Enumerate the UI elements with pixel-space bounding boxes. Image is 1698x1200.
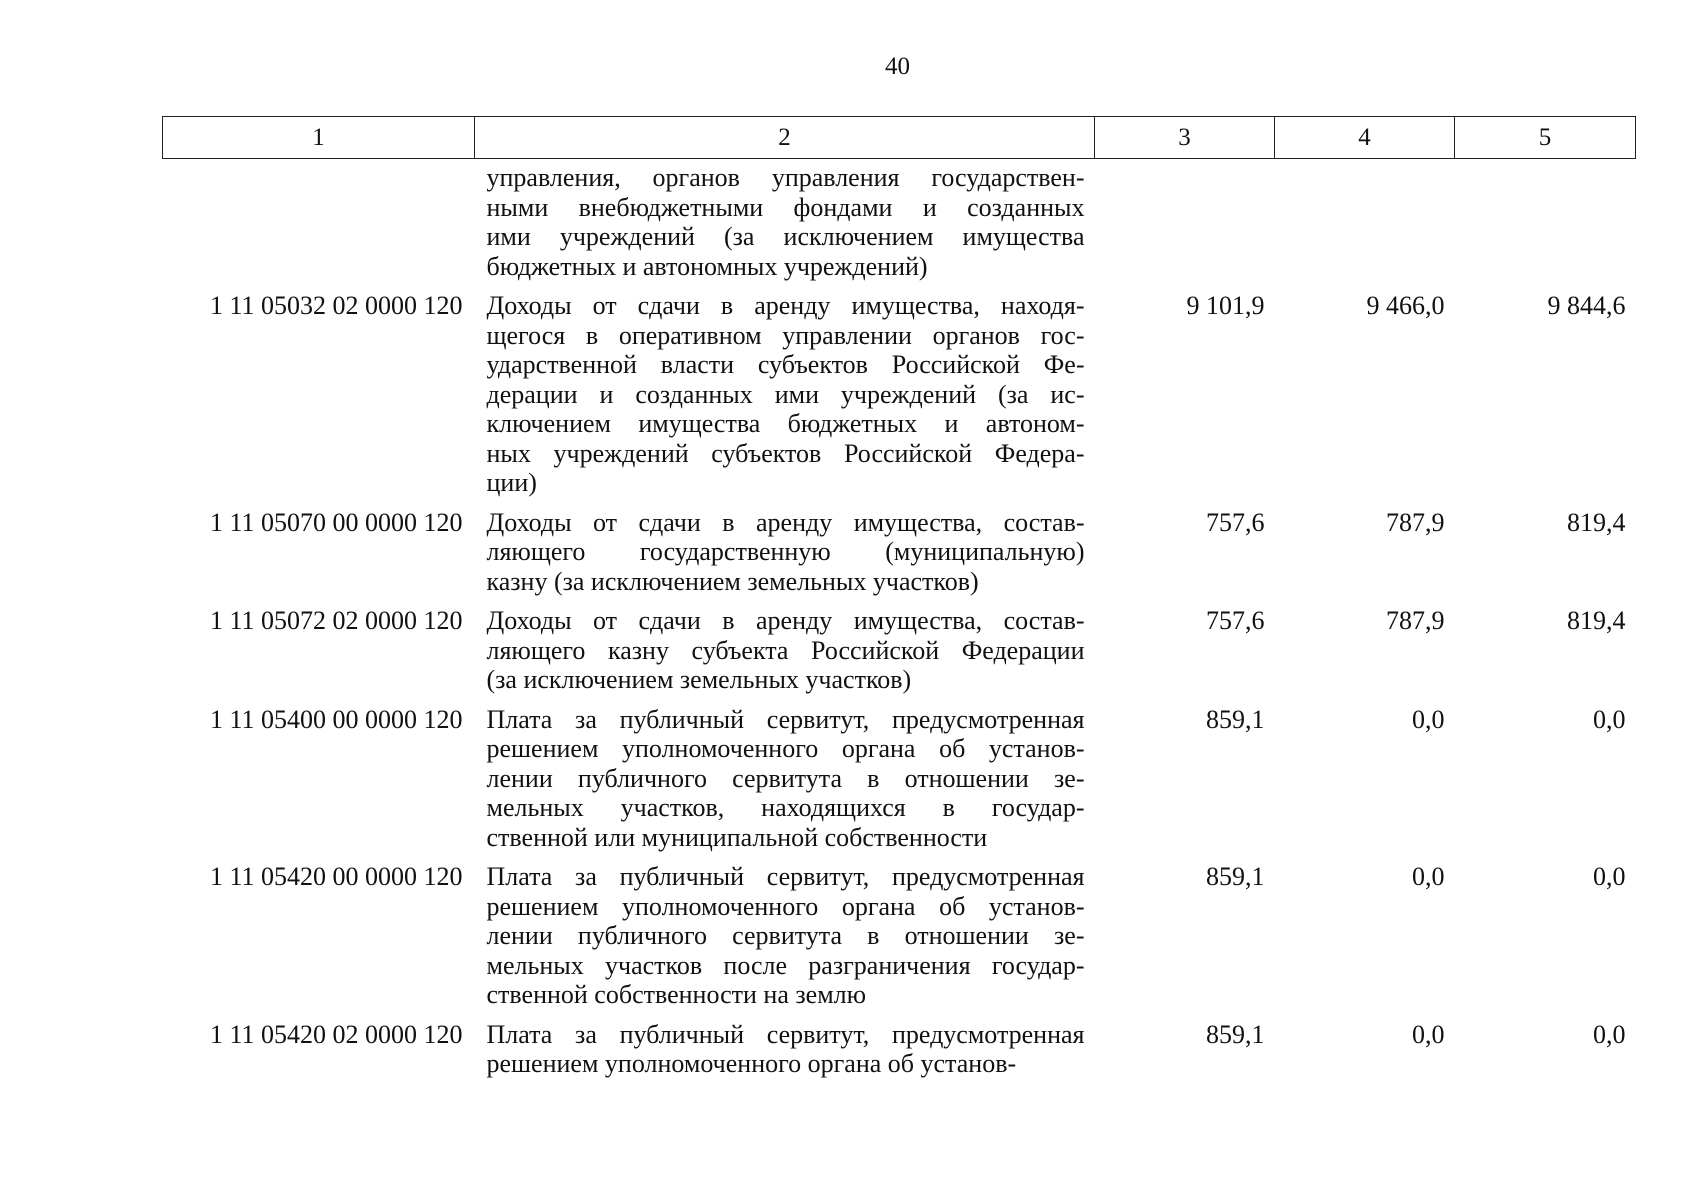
amount-column-4: 787,9 xyxy=(1386,507,1445,537)
description-line: казну (за исключением земельных участков) xyxy=(486,566,979,596)
amount-column-5: 0,0 xyxy=(1593,704,1626,734)
description-line: решением уполномоченного органа об установ- xyxy=(486,1049,1017,1078)
revenue-code: 1 11 05072 02 0000 120 xyxy=(209,606,463,635)
description-line: управления, органов управления государствен- xyxy=(486,163,1085,192)
revenue-table xyxy=(162,116,1636,1089)
description-line: (за исключением земельных участков) xyxy=(486,665,912,694)
description-line: ными внебюджетными фондами и созданных xyxy=(486,192,1085,222)
amount-column-3: 757,6 xyxy=(1206,507,1265,537)
table-row xyxy=(163,508,1636,607)
amount-column-4: 9 466,0 xyxy=(1366,291,1445,320)
description-line: ключением имущества бюджетных и автоном- xyxy=(486,409,1085,438)
description-line: лении публичного сервитута в отношении зе- xyxy=(486,921,1085,950)
column-header-1: 1 xyxy=(163,117,475,159)
description-line: ударственной власти субъектов Российской Фе- xyxy=(486,350,1085,379)
amount-column-4 xyxy=(1275,159,1455,292)
amount-column-5: 0,0 xyxy=(1593,1019,1626,1049)
table-row xyxy=(163,291,1636,508)
revenue-code: 1 11 05420 02 0000 120 xyxy=(209,1019,463,1049)
description-line: Доходы от сдачи в аренду имущества, состав- xyxy=(486,507,1085,537)
description-line: ции) xyxy=(486,468,537,497)
column-header-5: 5 xyxy=(1455,117,1636,159)
description-line: дерации и созданных ими учреждений (за ис- xyxy=(486,379,1085,409)
amount-column-5: 819,4 xyxy=(1567,507,1626,537)
amount-column-3 xyxy=(1095,159,1275,292)
table-row xyxy=(163,606,1636,705)
description-line: щегося в оперативном управлении органов гос- xyxy=(486,320,1085,350)
amount-column-4: 787,9 xyxy=(1386,606,1445,635)
revenue-description xyxy=(475,291,1095,508)
revenue-description xyxy=(475,862,1095,1020)
page-number: 40 xyxy=(885,53,910,80)
description-line: Плата за публичный сервитут, предусмотренная xyxy=(486,704,1085,734)
amount-column-5 xyxy=(1455,159,1636,292)
amount-column-3: 9 101,9 xyxy=(1186,291,1265,320)
revenue-description xyxy=(475,508,1095,607)
amount-column-4: 0,0 xyxy=(1412,862,1445,891)
revenue-description xyxy=(475,606,1095,705)
table-body xyxy=(163,159,1636,1089)
description-line: ляющего государственную (муниципальную) xyxy=(486,537,1085,566)
column-header-3: 3 xyxy=(1095,117,1275,159)
description-line: Доходы от сдачи в аренду имущества, состав- xyxy=(486,606,1085,635)
amount-column-5: 819,4 xyxy=(1567,606,1626,635)
revenue-description xyxy=(475,1020,1095,1089)
description-line: решением уполномоченного органа об установ- xyxy=(486,891,1085,921)
table-row xyxy=(163,159,1636,292)
description-line: ных учреждений субъектов Российской Федера- xyxy=(486,438,1085,468)
amount-column-3: 757,6 xyxy=(1206,606,1265,635)
description-line: лении публичного сервитута в отношении зе- xyxy=(486,763,1085,793)
description-line: мельных участков после разграничения государ- xyxy=(486,950,1085,980)
description-line: ляющего казну субъекта Российской Федерации xyxy=(486,635,1085,665)
amount-column-3: 859,1 xyxy=(1206,862,1265,891)
amount-column-5: 0,0 xyxy=(1593,862,1626,891)
column-header-2: 2 xyxy=(475,117,1095,159)
amount-column-3: 859,1 xyxy=(1206,1019,1265,1049)
description-line: Доходы от сдачи в аренду имущества, находя- xyxy=(486,291,1085,320)
amount-column-3: 859,1 xyxy=(1206,704,1265,734)
revenue-code: 1 11 05070 00 0000 120 xyxy=(209,507,463,537)
description-line: мельных участков, находящихся в государ- xyxy=(486,793,1085,822)
revenue-code xyxy=(163,159,475,292)
revenue-description xyxy=(475,159,1095,292)
revenue-code: 1 11 05420 00 0000 120 xyxy=(209,862,463,891)
description-line: решением уполномоченного органа об установ- xyxy=(486,734,1085,763)
amount-column-4: 0,0 xyxy=(1412,704,1445,734)
description-line: Плата за публичный сервитут, предусмотренная xyxy=(486,862,1085,891)
revenue-description xyxy=(475,705,1095,863)
column-header-4: 4 xyxy=(1275,117,1455,159)
table-row xyxy=(163,705,1636,863)
table-row xyxy=(163,862,1636,1020)
description-line: Плата за публичный сервитут, предусмотренная xyxy=(486,1019,1085,1049)
description-line: ственной или муниципальной собственности xyxy=(486,822,988,852)
description-line: бюджетных и автономных учреждений) xyxy=(486,251,928,281)
description-line: ственной собственности на землю xyxy=(486,980,867,1009)
description-line: ими учреждений (за исключением имущества xyxy=(486,222,1085,251)
amount-column-5: 9 844,6 xyxy=(1547,291,1626,320)
amount-column-4: 0,0 xyxy=(1412,1019,1445,1049)
table-header xyxy=(163,117,1636,159)
table-row xyxy=(163,1020,1636,1089)
revenue-code: 1 11 05032 02 0000 120 xyxy=(209,291,463,320)
revenue-code: 1 11 05400 00 0000 120 xyxy=(209,704,463,734)
